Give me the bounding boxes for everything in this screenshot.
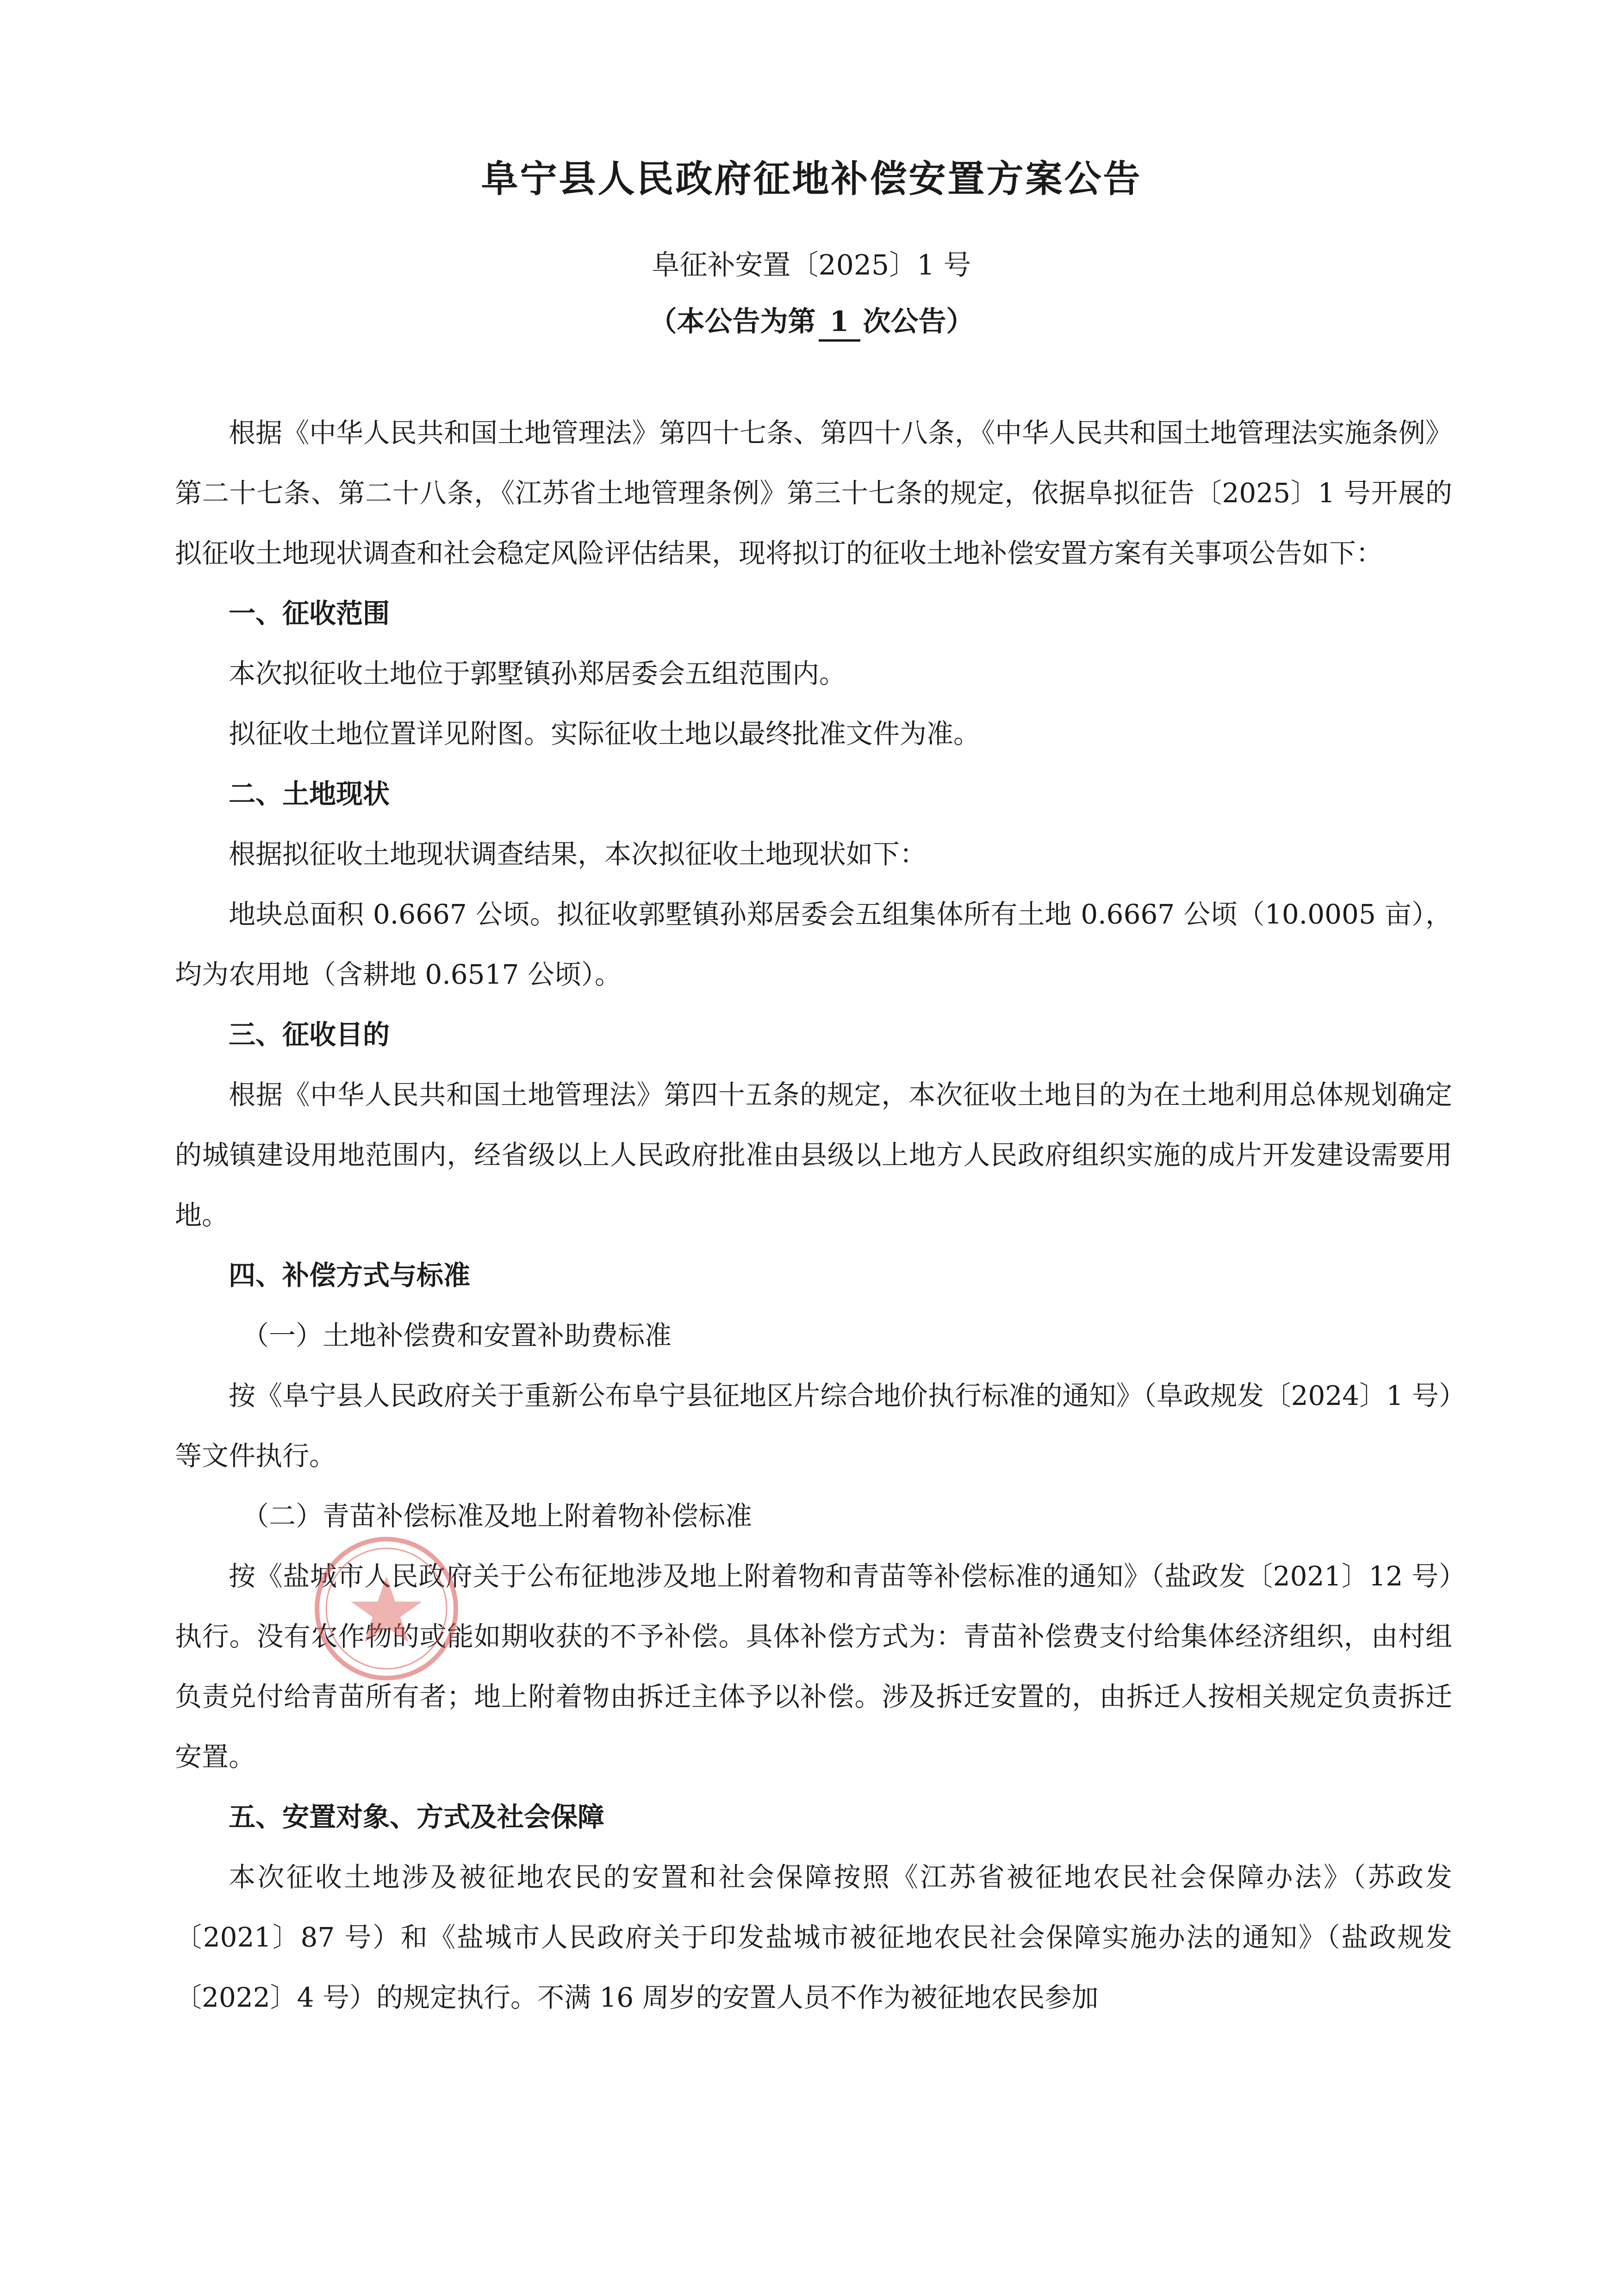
section-heading: 五、安置对象、方式及社会保障: [229, 1801, 605, 1833]
subsection-heading: （一）土地补偿费和安置补助费标准: [242, 1320, 672, 1351]
document-body: [175, 403, 1452, 2028]
body-paragraph: 地块总面积 0.6667 公顷。拟征收郭墅镇孙郑居委会五组集体所有土地 0.6667 公顷（10.0005 亩），均为农用地（含耕地 0.6517 公顷）。: [175, 898, 1452, 990]
section-heading: 三、征收目的: [229, 1019, 390, 1050]
body-paragraph: 拟征收土地位置详见附图。实际征收土地以最终批准文件为准。: [229, 718, 981, 749]
section-heading: 四、补偿方式与标准: [229, 1260, 471, 1291]
body-paragraph: 根据《中华人民共和国土地管理法》第四十五条的规定，本次征收土地目的为在土地利用总体规划确定的城镇建设用地范围内，经省级以上人民政府批准由县级以上地方人民政府组织实施的成片开发建设需要用地。: [175, 1079, 1452, 1231]
body-paragraph: 根据拟征收土地现状调查结果，本次拟征收土地现状如下：: [229, 838, 927, 870]
body-paragraph: 根据《中华人民共和国土地管理法》第四十七条、第四十八条，《中华人民共和国土地管理法实施条例》第二十七条、第二十八条，《江苏省土地管理条例》第三十七条的规定，依据阜拟征告〔2025〕1 号开展的拟征收土地现状调查和社会稳定风险评估结果，现将拟订的征收土地补偿安置方案有关事项公告如下：: [175, 417, 1452, 569]
body-paragraph: 按《阜宁县人民政府关于重新公布阜宁县征地区片综合地价执行标准的通知》（阜政规发〔2024〕1 号）等文件执行。: [175, 1380, 1452, 1472]
section-heading: 一、征收范围: [229, 598, 390, 629]
notice-sequence: [0, 301, 1623, 343]
body-paragraph: 本次拟征收土地位于郭墅镇孙郑居委会五组范围内。: [229, 658, 846, 689]
section-heading: 二、土地现状: [229, 778, 390, 810]
document-title: 阜宁县人民政府征地补偿安置方案公告: [481, 157, 1142, 200]
body-paragraph: 本次征收土地涉及被征地农民的安置和社会保障按照《江苏省被征地农民社会保障办法》（苏政发〔2021〕87 号）和《盐城市人民政府关于印发盐城市被征地农民社会保障实施办法的通知》（盐政规发〔2022〕4 号）的规定执行。不满 16 周岁的安置人员不作为被征地农民参加: [175, 1861, 1452, 2013]
notice-number: 1: [819, 304, 860, 342]
subsection-heading: （二）青苗补偿标准及地上附着物补偿标准: [242, 1500, 752, 1532]
notice-prefix: （本公告为第: [649, 306, 816, 338]
body-paragraph: 按《盐城市人民政府关于公布征地涉及地上附着物和青苗等补偿标准的通知》（盐政发〔2021〕12 号）执行。没有农作物的或能如期收获的不予补偿。具体补偿方式为：青苗补偿费支付给集体经济组织，由村组负责兑付给青苗所有者；地上附着物由拆迁主体予以补偿。涉及拆迁安置的，由拆迁人按相关规定负责拆迁安置。: [175, 1560, 1452, 1772]
document-number: 阜征补安置〔2025〕1 号: [652, 249, 971, 281]
notice-suffix: 次公告）: [863, 306, 974, 338]
